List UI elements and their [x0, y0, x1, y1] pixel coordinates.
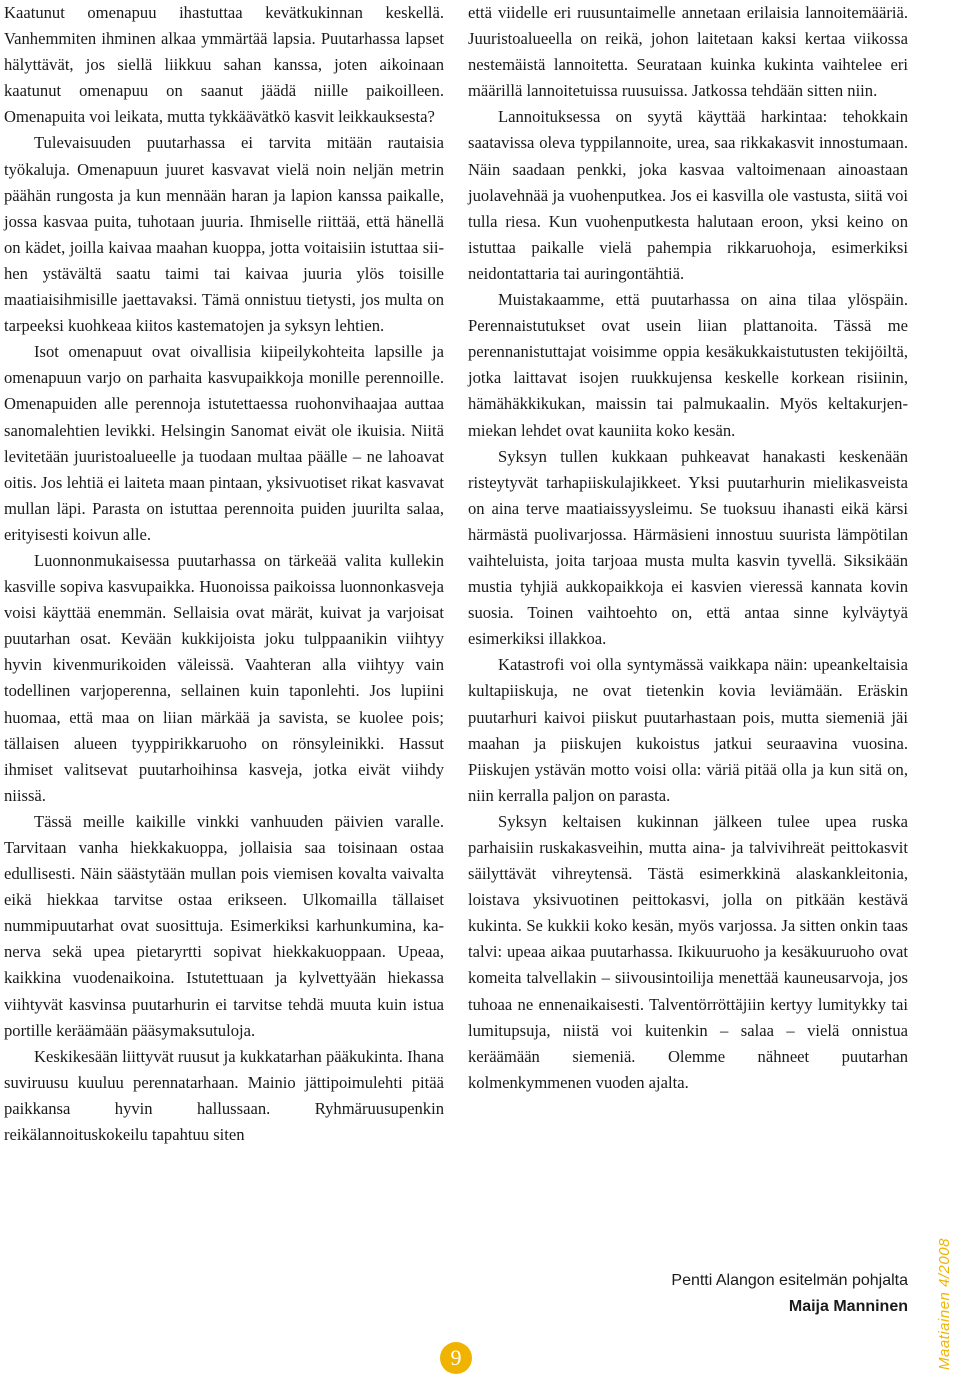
paragraph: Katastrofi voi olla syntymässä vaikkapa näin: upeankeltaisia kultapiiskuja, ne ovat tietenkin kovia leviämään. Eräskin puutarhuri kaivoi piiskut puutarhastaan pois, mutta siemeniä jäi maahan ja piiskujen kukoistus jatkui seuraavina vuosina. Piiskujen ystävän motto voisi olla: väriä pitää olla ja kun sitä on, niin kerralla paljon on parasta.: [468, 655, 908, 805]
paragraph: Kaatunut omenapuu ihastuttaa kevätkukinnan keskellä. Vanhemmiten ihminen alkaa ymmärtää lapsia. Puutarhassa lapset hälyttävät, jos siellä liikkuu sahan kanssa, joten aikoinaan kaatunut omenapuu on saanut jäädä niille paikoilleen. Omenapuita voi leikata, mutta tykkäävätkö kasvit leikkauksesta?: [4, 3, 444, 127]
page-number-badge: 9: [440, 1342, 472, 1374]
article-column-left: [4, 0, 444, 1148]
paragraph: Tässä meille kaikille vinkki vanhuuden päivien varalle. Tarvitaan vanha hiekkakuoppa, jollaisia saa toisinaan ostaa edullisesti. Näin säästytään mullan pois viemisen kovalta vaivalta eikä hiekkaa tarvitse ostaa erikseen. Ulkomailla tällaiset nummipuutarhat ovat suosittuja. Esimerkiksi karhunkumina, kanerva sekä upea pietaryrtti sopivat hiekkakuoppaan. Upeaa, kaikkina vuodenaikoina. Istutettuaan ja kylvettyään hiekassa viihtyvät kasvinsa puutarhurin ei tarvitse tehdä muuta kuin istua portille keräämään pääsymaksutuloja.: [4, 811, 444, 1040]
paragraph: Lannoituksessa on syytä käyttää harkintaa: tehokkain saatavissa oleva typpilannoite, urea, saa rikkakasvit innostumaan. Näin saadaan penkki, joka kasvaa valtoimenaan ainoastaan juolavehnää ja vuohenputkea. Jos ei kasvilla ole vastusta, siitä voi tulla riesa. Kun vuohenputkesta halutaan eroon, yksi keino on istuttaa paikalle vielä pahempia rikkaruohoja, esimerkiksi neidontattaria tai auringontähtiä.: [468, 107, 908, 283]
article-column-right: [468, 0, 908, 1096]
paragraph: Luonnonmukaisessa puutarhassa on tärkeää valita kullekin kasville sopiva kasvupaikka. Huonoissa paikoissa luonnonkasveja voisi käyttää enemmän. Sellaisia ovat märät, kuivat ja varjoisat puutarhan osat. Kevään kukkijoista joku tulppaanikin viihtyy hyvin kivenmurikoiden väleissä. Vaahteran alla viihtyy vain todellinen varjoperenna, sellainen kuin taponlehti. Jos lupiini huomaa, että maa on liian märkää ja savista, se kuolee pois; tällaisen alueen tyyppirikkaruoho on rönsyleinikki. Hassut ihmiset valitsevat puutarhoihinsa kasveja, jotka eivät viihdy niissä.: [4, 550, 444, 805]
paragraph: Tulevaisuuden puutarhassa ei tarvita mitään rautaisia työkaluja. Omenapuun juuret kasvavat vielä noin neljän metrin päähän rungosta ja kun mennään haran ja lapion kanssa paikalle, jossa kasvaa puita, tuhotaan juuria. Ihmiselle riittää, että hänellä on kädet, joilla kaivaa maahan kuoppa, jotta voitaisiin istuttaa siihen ystävältä saatu taimi tai kaivaa juuria ylös toisille maatiaisihmisille jaettavaksi. Tämä onnistuu tietysti, jos multa on tarpeeksi kuohkeaa kiitos kastematojen ja syksyn lehtien.: [4, 133, 444, 336]
publication-caption: Maatiainen 4/2008: [936, 1238, 953, 1370]
paragraph: Muistakaamme, että puutarhassa on aina tilaa ylöspäin. Perennaistutukset ovat usein liian plattanoita. Tässä me perennanistuttajat voisimme oppia kesäkukkaistutusten tekijöiltä, jotka laittavat isojen ruukkujensa keskelle korkean risiinin, hämähäkkikukan, maissin tai palmukaalin. Myös keltakurjenmiekan lehdet ovat kauniita koko kesän.: [468, 290, 908, 440]
signature-source: Pentti Alangon esitelmän pohjalta: [671, 1272, 908, 1289]
paragraph: Keskikesään liittyvät ruusut ja kukkatarhan pääkukinta. Ihana suviruusu kuuluu perennatarhaan. Mainio jättipoimulehti pitää paikkansa hyvin hallussaan. Ryhmäruusupenkin reikälannoituskokeilu tapahtuu siten: [4, 1046, 444, 1145]
paragraph: että viidelle eri ruusuntaimelle annetaan erilaisia lannoitemääriä. Juuristoalueella on reikä, johon laitetaan kaksi kertaa viikossa nestemäistä lannoitetta. Seurataan kuinka kukinta vaihtelee eri määrillä lannoitetuissa ruusuissa. Jatkossa tehdään sitten niin.: [468, 3, 908, 101]
paragraph: Syksyn tullen kukkaan puhkeavat hanakasti keskenään risteytyvät tarhapiiskulajikkeet. Yksi puutarhurin mielikasveista on aina terve maatiaissyysleimu. Se tuoksuu ihanasti eikä kärsi härmästä puolivarjossa. Härmäsieni innostuu suurista lämpötilan vaihteluista, joita tarjoaa musta multa kasvin tyvellä. Siksikään mustia tyhjiä aukkopaikkoja ei kasvien vieressä kannata kovin suosia. Toinen vaihtoehto on, että antaa sinne kylväytyä esimerkiksi illakkoa.: [468, 446, 908, 649]
paragraph: Isot omenapuut ovat oivallisia kiipeilykohteita lapsille ja omenapuun varjo on parhaita kasvupaikkoja monille perennoille. Omenapuiden alle perennoja istutettaessa ruohonvihaajaa auttaa sanomalehtien levikki. Helsingin Sanomat eivät ole ikuisia. Niitä levitetään juuristoalueelle ja tuodaan multaa päälle – ne lahoavat oitis. Jos lehtiä ei laiteta maan pintaan, yksivuotiset rikat kasvavat mullan läpi. Parasta on istuttaa perennoita puiden juurilta salaa, erityisesti koivun alle.: [4, 342, 444, 544]
paragraph: Syksyn keltaisen kukinnan jälkeen tulee upea ruska parhaisiin ruskakasveihin, mutta aina- ja talvivihreät peittokasvit säilyttävät vihreytensä. Tästä esimerkkinä alaskankleitonia, loistava yksivuotinen peittokasvi, jolla on pitkään kestävä kukinta. Se kukkii koko kesän, myös varjossa. Ja sitten onkin taas talvi: upeaa aikaa puutarhassa. Ikikuuruoho ja kesäkuuruoho ovat komeita talvellakin – siivousintoilija menettää kauneusarvoja, jos tuhoaa ne ennenaikaisesti. Talventörröttäjiin kertyy lumitykky tai lumitupsuja, niistä voi kuitenkin – salaa – vielä onnistua keräämään siemeniä. Olemme nähneet puutarhan kolmenkymmenen vuoden ajalta.: [468, 811, 908, 1092]
signature-author: Maija Manninen: [788, 1298, 908, 1315]
